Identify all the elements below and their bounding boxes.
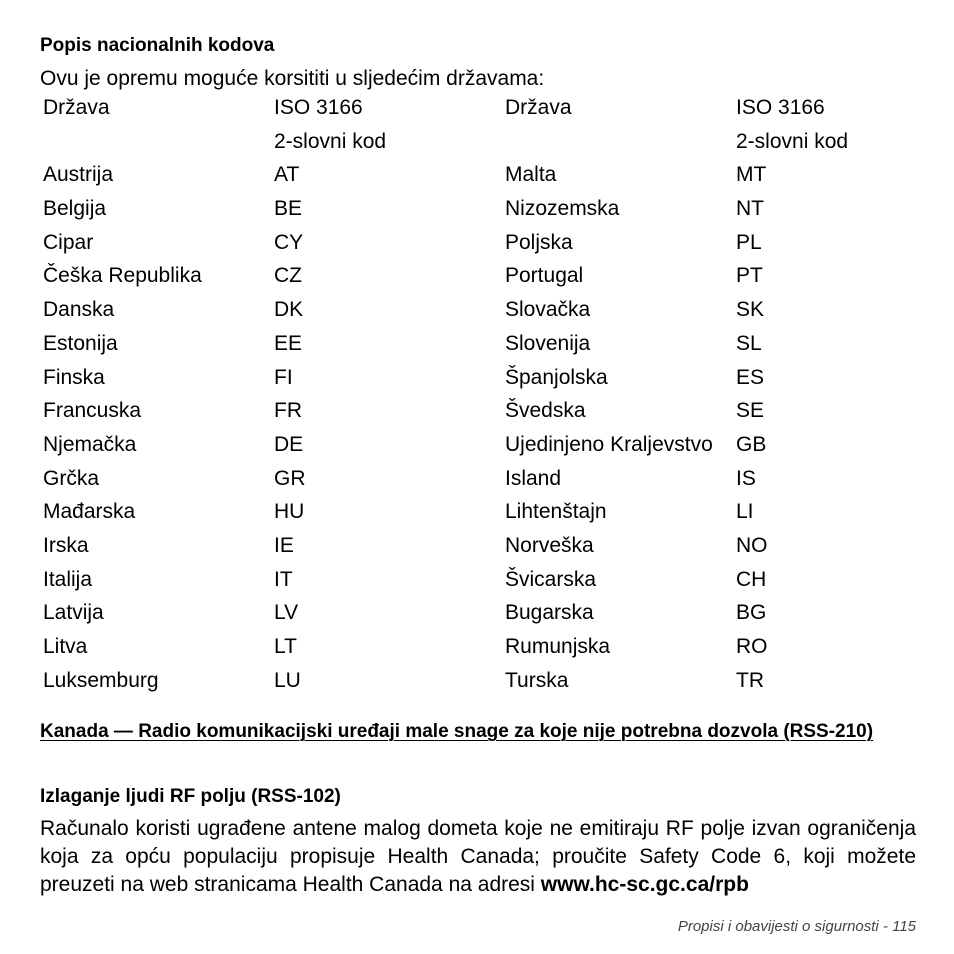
country-cell: Italija: [43, 567, 93, 591]
country-cell: Grčka: [43, 466, 100, 490]
health-canada-url: www.hc-sc.gc.ca/rpb: [540, 873, 749, 896]
code-cell: RO: [736, 635, 768, 658]
code-cell: CZ: [274, 264, 302, 288]
code-cell: CY: [274, 230, 304, 254]
code-cell: GR: [274, 466, 306, 490]
code-cell: IE: [274, 533, 294, 557]
table-row: [43, 665, 916, 699]
code-cell: LT: [274, 635, 297, 658]
code-cell: PL: [736, 230, 762, 254]
country-cell: Mađarska: [43, 500, 136, 524]
code-cell: SK: [736, 298, 765, 322]
table-row: [43, 260, 916, 294]
country-cell: Nizozemska: [505, 197, 620, 221]
code-cell: SL: [736, 331, 762, 355]
country-cell: Ujedinjeno Kraljevstvo: [505, 432, 713, 456]
table-row: [43, 631, 916, 665]
table-row: [43, 362, 916, 396]
country-cell: Slovačka: [505, 298, 591, 322]
code-cell: DE: [274, 432, 304, 456]
table-row: [43, 395, 916, 429]
table-row: [43, 564, 916, 598]
code-cell: LI: [736, 500, 754, 524]
table-row: [43, 159, 916, 193]
country-cell: Turska: [505, 668, 569, 692]
intro-text: Ovu je opremu moguće korsititi u sljedećim državama:: [40, 67, 545, 90]
section-heading-rf-exposure: Izlaganje ljudi RF polju (RSS-102): [40, 786, 341, 807]
table-row: [43, 193, 916, 227]
table-row: [43, 463, 916, 497]
country-cell: Latvija: [43, 601, 104, 625]
table-row: [43, 294, 916, 328]
code-cell: DK: [274, 298, 304, 322]
rf-paragraph-text: Računalo koristi ugrađene antene malog dometa koje ne emitiraju RF polje izvan ograničenja koja za opću populaciju propisuje Health Canada; proučite Safety Code 6, koji možete preuzeti na web stranicama Health Canada na adresi: [40, 817, 916, 896]
country-cell: Češka Republika: [43, 264, 202, 288]
code-cell: FI: [274, 365, 293, 389]
code-cell: TR: [736, 668, 764, 692]
country-cell: Danska: [43, 298, 115, 322]
code-cell: NT: [736, 197, 764, 221]
country-cell: Malta: [505, 163, 557, 187]
table-row: [43, 530, 916, 564]
section-heading-national-codes: Popis nacionalnih kodova: [40, 35, 275, 56]
country-cell: Finska: [43, 365, 105, 389]
code-cell: IS: [736, 466, 756, 490]
page-footer: Propisi i obavijesti o sigurnosti - 115: [677, 918, 916, 935]
code-cell: IT: [274, 567, 293, 591]
country-cell: Lihtenštajn: [505, 500, 607, 524]
code-cell: ISO 3166: [736, 96, 825, 119]
country-cell: Cipar: [43, 230, 94, 254]
country-cell: Poljska: [505, 230, 573, 254]
country-cell: Island: [505, 466, 562, 490]
table-row: [43, 429, 916, 463]
code-cell: 2-slovni kod: [736, 129, 849, 153]
country-cell: Njemačka: [43, 432, 137, 456]
code-cell: ISO 3166: [274, 96, 363, 119]
code-cell: SE: [736, 399, 765, 423]
code-cell: BE: [274, 197, 303, 221]
rf-exposure-paragraph: [40, 815, 916, 899]
table-row: [43, 227, 916, 261]
table-row: [43, 328, 916, 362]
country-cell: Država: [505, 96, 572, 119]
table-row: [43, 126, 916, 160]
code-cell: MT: [736, 163, 767, 187]
code-cell: CH: [736, 567, 767, 591]
country-codes-table: [43, 92, 916, 698]
country-cell: Belgija: [43, 197, 107, 221]
code-cell: BG: [736, 601, 767, 625]
code-cell: LU: [274, 668, 301, 692]
country-cell: Litva: [43, 635, 88, 658]
country-cell: Norveška: [505, 533, 594, 557]
country-cell: Austrija: [43, 163, 114, 187]
table-row: [43, 92, 916, 126]
country-cell: Država: [43, 96, 110, 119]
country-cell: Slovenija: [505, 331, 591, 355]
section-heading-canada: Kanada — Radio komunikacijski uređaji male snage za koje nije potrebna dozvola (RSS-210): [40, 721, 874, 742]
code-cell: NO: [736, 533, 768, 557]
country-cell: Luksemburg: [43, 668, 159, 692]
country-cell: Bugarska: [505, 601, 594, 625]
code-cell: EE: [274, 331, 303, 355]
country-cell: Portugal: [505, 264, 584, 288]
code-cell: 2-slovni kod: [274, 129, 387, 153]
code-cell: FR: [274, 399, 302, 423]
code-cell: LV: [274, 601, 299, 625]
country-cell: Francuska: [43, 399, 142, 423]
country-cell: Španjolska: [505, 365, 608, 389]
code-cell: AT: [274, 163, 300, 187]
code-cell: PT: [736, 264, 763, 288]
code-cell: GB: [736, 432, 767, 456]
code-cell: ES: [736, 365, 765, 389]
country-cell: Estonija: [43, 331, 118, 355]
country-cell: Švicarska: [505, 567, 597, 591]
country-cell: Irska: [43, 533, 89, 557]
table-row: [43, 496, 916, 530]
code-cell: HU: [274, 500, 305, 524]
country-cell: Rumunjska: [505, 635, 611, 658]
table-row: [43, 597, 916, 631]
country-cell: Švedska: [505, 399, 586, 423]
